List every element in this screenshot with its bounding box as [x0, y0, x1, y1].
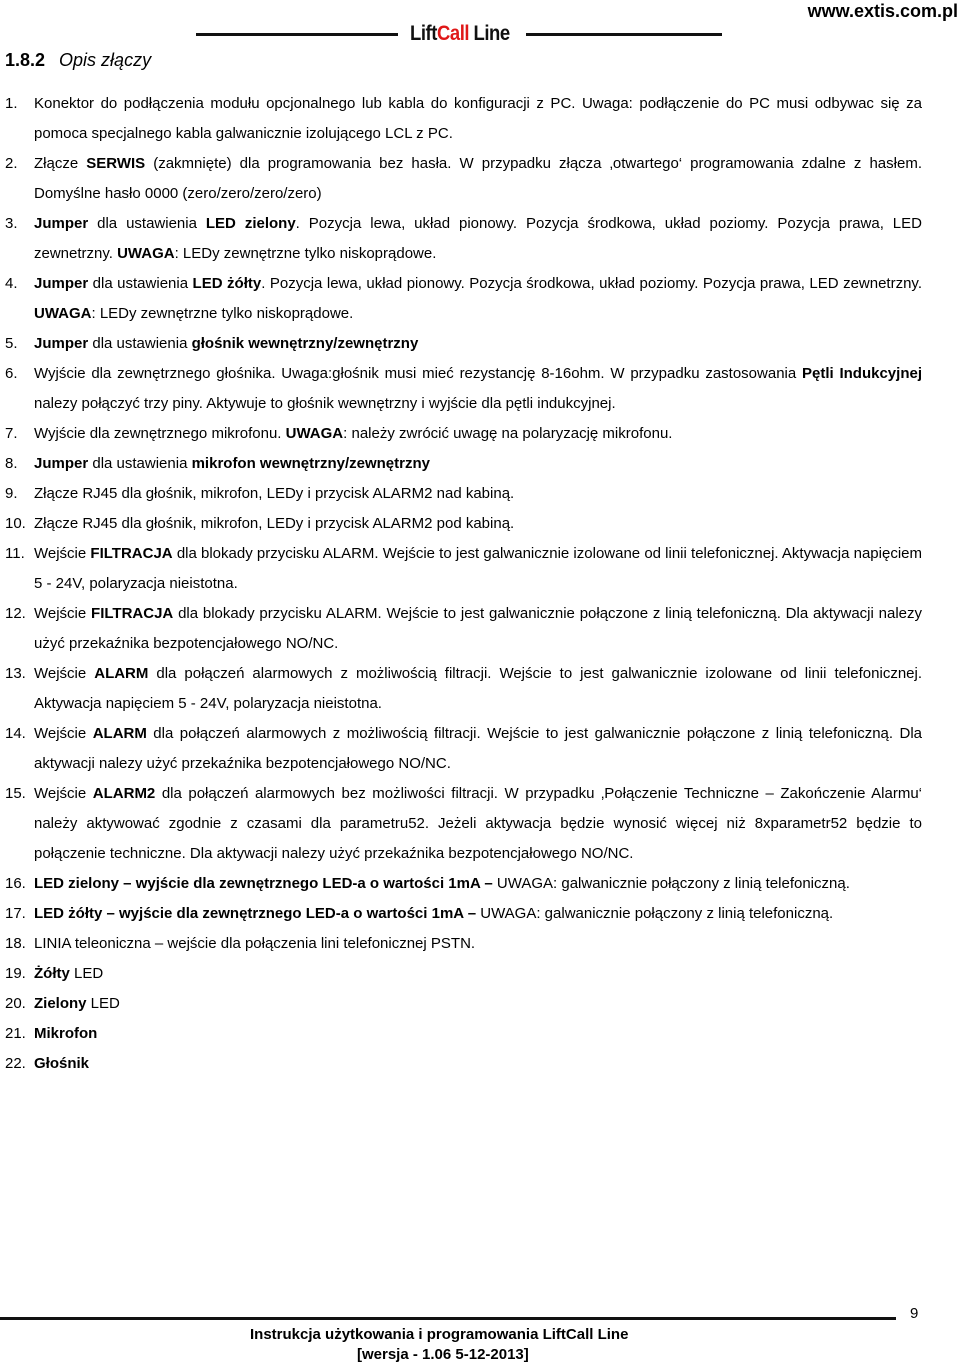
- list-item-text: dla ustawienia: [88, 455, 192, 472]
- list-item-number: 17.: [5, 905, 26, 922]
- list-item: [0, 659, 922, 719]
- list-item-bold-text: Jumper: [34, 215, 89, 232]
- list-item: [0, 509, 922, 539]
- list-item-text: dla blokady przycisku ALARM. Wejście to jest galwanicznie izolowane od linii telefonicznej. Aktywacja napięciem 5 - 24V, polaryzacja nieistotna.: [34, 545, 922, 592]
- list-item-bold-text: ALARM2: [92, 785, 156, 802]
- list-item: [0, 1019, 922, 1049]
- list-item-bold-text: FILTRACJA: [90, 545, 173, 562]
- list-item-text: Złącze RJ45 dla głośnik, mikrofon, LEDy i przycisk ALARM2 nad kabiną.: [34, 485, 515, 502]
- list-item: [0, 209, 922, 269]
- list-item-number: 4.: [5, 275, 18, 292]
- list-item-number: 2.: [5, 155, 18, 172]
- list-item: [0, 539, 922, 599]
- list-item-text: Wejście: [34, 725, 93, 742]
- list-item-text: . Pozycja lewa, układ pionowy. Pozycja środkowa, układ poziomy. Pozycja prawa, LED zewnetrzny.: [34, 215, 922, 262]
- list-item: [0, 779, 922, 869]
- list-item-text: dla połączeń alarmowych bez możliwości filtracji. W przypadku ‚Połączenie Techniczne – Zakończenie Alarmu‘ należy aktywować zgodnie z czasami dla parametru52. Jeżeli aktywacja będzie wynosić więcej niż 8xparametr52 będzie to połączenie techniczne. Dla aktywacji nalezy użyć przekaźnika bezpotencjałowego NO/NC.: [34, 785, 922, 862]
- list-item-bold-text: UWAGA: [285, 425, 344, 442]
- connector-list: [0, 89, 922, 1079]
- list-item-number: 13.: [5, 665, 26, 682]
- list-item-bold-text: LED zielony: [205, 215, 296, 232]
- list-item: [0, 719, 922, 779]
- list-item-text: dla ustawienia: [88, 275, 193, 292]
- list-item-text: (zakmnięte) dla programowania bez hasła. W przypadku złącza ‚otwartego‘ programowania zdalne z hasłem. Domyślne hasło 0000 (zero/zero/zero/zero): [34, 155, 922, 202]
- list-item-bold-text: LED żółty – wyjście dla zewnętrznego LED-a o wartości 1mA –: [34, 905, 477, 922]
- list-item-text: Złącze: [34, 155, 87, 172]
- list-item-bold-text: FILTRACJA: [91, 605, 174, 622]
- list-item-bold-text: Jumper: [34, 455, 89, 472]
- list-item-number: 19.: [5, 965, 26, 982]
- list-item-bold-text: LED zielony – wyjście dla zewnętrznego LED-a o wartości 1mA –: [34, 875, 493, 892]
- footer-rule: [0, 1317, 896, 1320]
- list-item: [0, 449, 922, 479]
- list-item-number: 8.: [5, 455, 18, 472]
- list-item-number: 14.: [5, 725, 26, 742]
- list-item-number: 3.: [5, 215, 18, 232]
- list-item: [0, 89, 922, 149]
- list-item-bold-text: Jumper: [34, 335, 89, 352]
- list-item-number: 16.: [5, 875, 26, 892]
- list-item: [0, 899, 922, 929]
- header-rule-left: [196, 33, 398, 36]
- list-item-text: LED: [69, 965, 104, 982]
- list-item-bold-text: Jumper: [34, 275, 89, 292]
- list-item-text: Konektor do podłączenia modułu opcjonalnego lub kabla do konfiguracji z PC. Uwaga: podłączenie do PC musi odbywac się za pomoca specjalnego kabla galwanicznie izolującego LCL z PC.: [34, 95, 922, 142]
- list-item: [0, 479, 922, 509]
- list-item-bold-text: Głośnik: [34, 1055, 90, 1072]
- list-item-text: LED: [86, 995, 120, 1012]
- list-item-text: Wejście: [34, 545, 91, 562]
- list-item-bold-text: UWAGA: [34, 305, 92, 322]
- footer-title: Instrukcja użytkowania i programowania LiftCall Line: [250, 1326, 629, 1343]
- list-item-text: Wyjście dla zewnętrznego mikrofonu.: [34, 425, 286, 442]
- list-item: [0, 419, 922, 449]
- list-item-text: : należy zwrócić uwagę na polaryzację mikrofonu.: [343, 425, 673, 442]
- list-item: [0, 359, 922, 419]
- footer-version: [wersja - 1.06 5-12-2013]: [357, 1346, 529, 1363]
- list-item-number: 9.: [5, 485, 18, 502]
- logo-lift: Lift: [410, 22, 437, 45]
- list-item-text: nalezy połączyć trzy piny. Aktywuje to głośnik wewnętrzny i wyjście dla pętli indukcyjnej.: [34, 395, 616, 412]
- list-item-text: dla połączeń alarmowych z możliwością filtracji. Wejście to jest galwanicznie izolowane od linii telefonicznej. Aktywacja napięciem 5 - 24V, polaryzacja nieistotna.: [34, 665, 922, 712]
- list-item-bold-text: ALARM: [94, 665, 149, 682]
- list-item-text: dla ustawienia: [88, 215, 206, 232]
- list-item-number: 5.: [5, 335, 18, 352]
- list-item-bold-text: Zielony: [34, 995, 87, 1012]
- list-item-bold-text: SERWIS: [86, 155, 146, 172]
- list-item-number: 21.: [5, 1025, 26, 1042]
- list-item-text: LINIA teleoniczna – wejście dla połączenia lini telefonicznej PSTN.: [34, 935, 476, 952]
- list-item-bold-text: głośnik wewnętrzny/zewnętrzny: [191, 335, 419, 352]
- list-item: [0, 929, 922, 959]
- list-item-text: Wyjście dla zewnętrznego głośnika. Uwaga:głośnik musi mieć rezystancję 8-16ohm. W przypadku zastosowania: [34, 365, 802, 382]
- list-item-bold-text: Mikrofon: [34, 1025, 98, 1042]
- list-item-text: : LEDy zewnętrzne tylko niskoprądowe.: [91, 305, 354, 322]
- list-item-text: Złącze RJ45 dla głośnik, mikrofon, LEDy i przycisk ALARM2 pod kabiną.: [34, 515, 515, 532]
- list-item-text: : LEDy zewnętrzne tylko niskoprądowe.: [174, 245, 437, 262]
- website-url: www.extis.com.pl: [807, 1, 958, 21]
- list-item-bold-text: ALARM: [92, 725, 147, 742]
- list-item: [0, 269, 922, 329]
- logo-line: Line: [473, 22, 510, 45]
- list-item-number: 20.: [5, 995, 26, 1012]
- list-item-number: 10.: [5, 515, 26, 532]
- list-item-bold-text: LED żółty: [192, 275, 262, 292]
- list-item-text: UWAGA: galwanicznie połączony z linią telefoniczną.: [492, 875, 850, 892]
- list-item-bold-text: UWAGA: [117, 245, 175, 262]
- brand-logo: [410, 22, 510, 46]
- list-item-number: 12.: [5, 605, 26, 622]
- list-item-text: dla ustawienia: [88, 335, 192, 352]
- list-item-number: 22.: [5, 1055, 26, 1072]
- list-item-text: Wejście: [34, 665, 95, 682]
- list-item-bold-text: Żółty: [34, 965, 70, 982]
- list-item: [0, 329, 922, 359]
- list-item: [0, 869, 922, 899]
- list-item-number: 7.: [5, 425, 18, 442]
- section-title: Opis złączy: [59, 50, 152, 70]
- logo-call: Call: [436, 22, 470, 45]
- list-item-bold-text: mikrofon wewnętrzny/zewnętrzny: [191, 455, 430, 472]
- list-item-text: dla blokady przycisku ALARM. Wejście to jest galwanicznie połączone z linią telefoniczną. Dla aktywacji nalezy użyć przekaźnika bezpotencjałowego NO/NC.: [34, 605, 922, 652]
- section-number: 1.8.2: [5, 50, 46, 70]
- list-item-text: dla połączeń alarmowych z możliwością filtracji. Wejście to jest galwanicznie połączone z linią telefoniczną. Dla aktywacji nalezy użyć przekaźnika bezpotencjałowego NO/NC.: [34, 725, 923, 772]
- list-item: [0, 149, 922, 209]
- section-heading: [5, 49, 151, 71]
- list-item: [0, 959, 922, 989]
- list-item-number: 1.: [5, 95, 18, 112]
- list-item-text: UWAGA: galwanicznie połączony z linią telefoniczną.: [476, 905, 834, 922]
- list-item-bold-text: Pętli Indukcyjnej: [802, 365, 922, 382]
- list-item-number: 18.: [5, 935, 26, 952]
- list-item: [0, 599, 922, 659]
- list-item-number: 11.: [5, 545, 25, 562]
- list-item-number: 6.: [5, 365, 18, 382]
- header-rule-right: [526, 33, 722, 36]
- list-item: [0, 1049, 922, 1079]
- page-number: 9: [910, 1305, 919, 1322]
- list-item: [0, 989, 922, 1019]
- list-item-text: Wejście: [34, 785, 93, 802]
- list-item-number: 15.: [5, 785, 26, 802]
- list-item-text: Wejście: [34, 605, 92, 622]
- list-item-text: . Pozycja lewa, układ pionowy. Pozycja środkowa, układ poziomy. Pozycja prawa, LED zewnetrzny.: [261, 275, 922, 292]
